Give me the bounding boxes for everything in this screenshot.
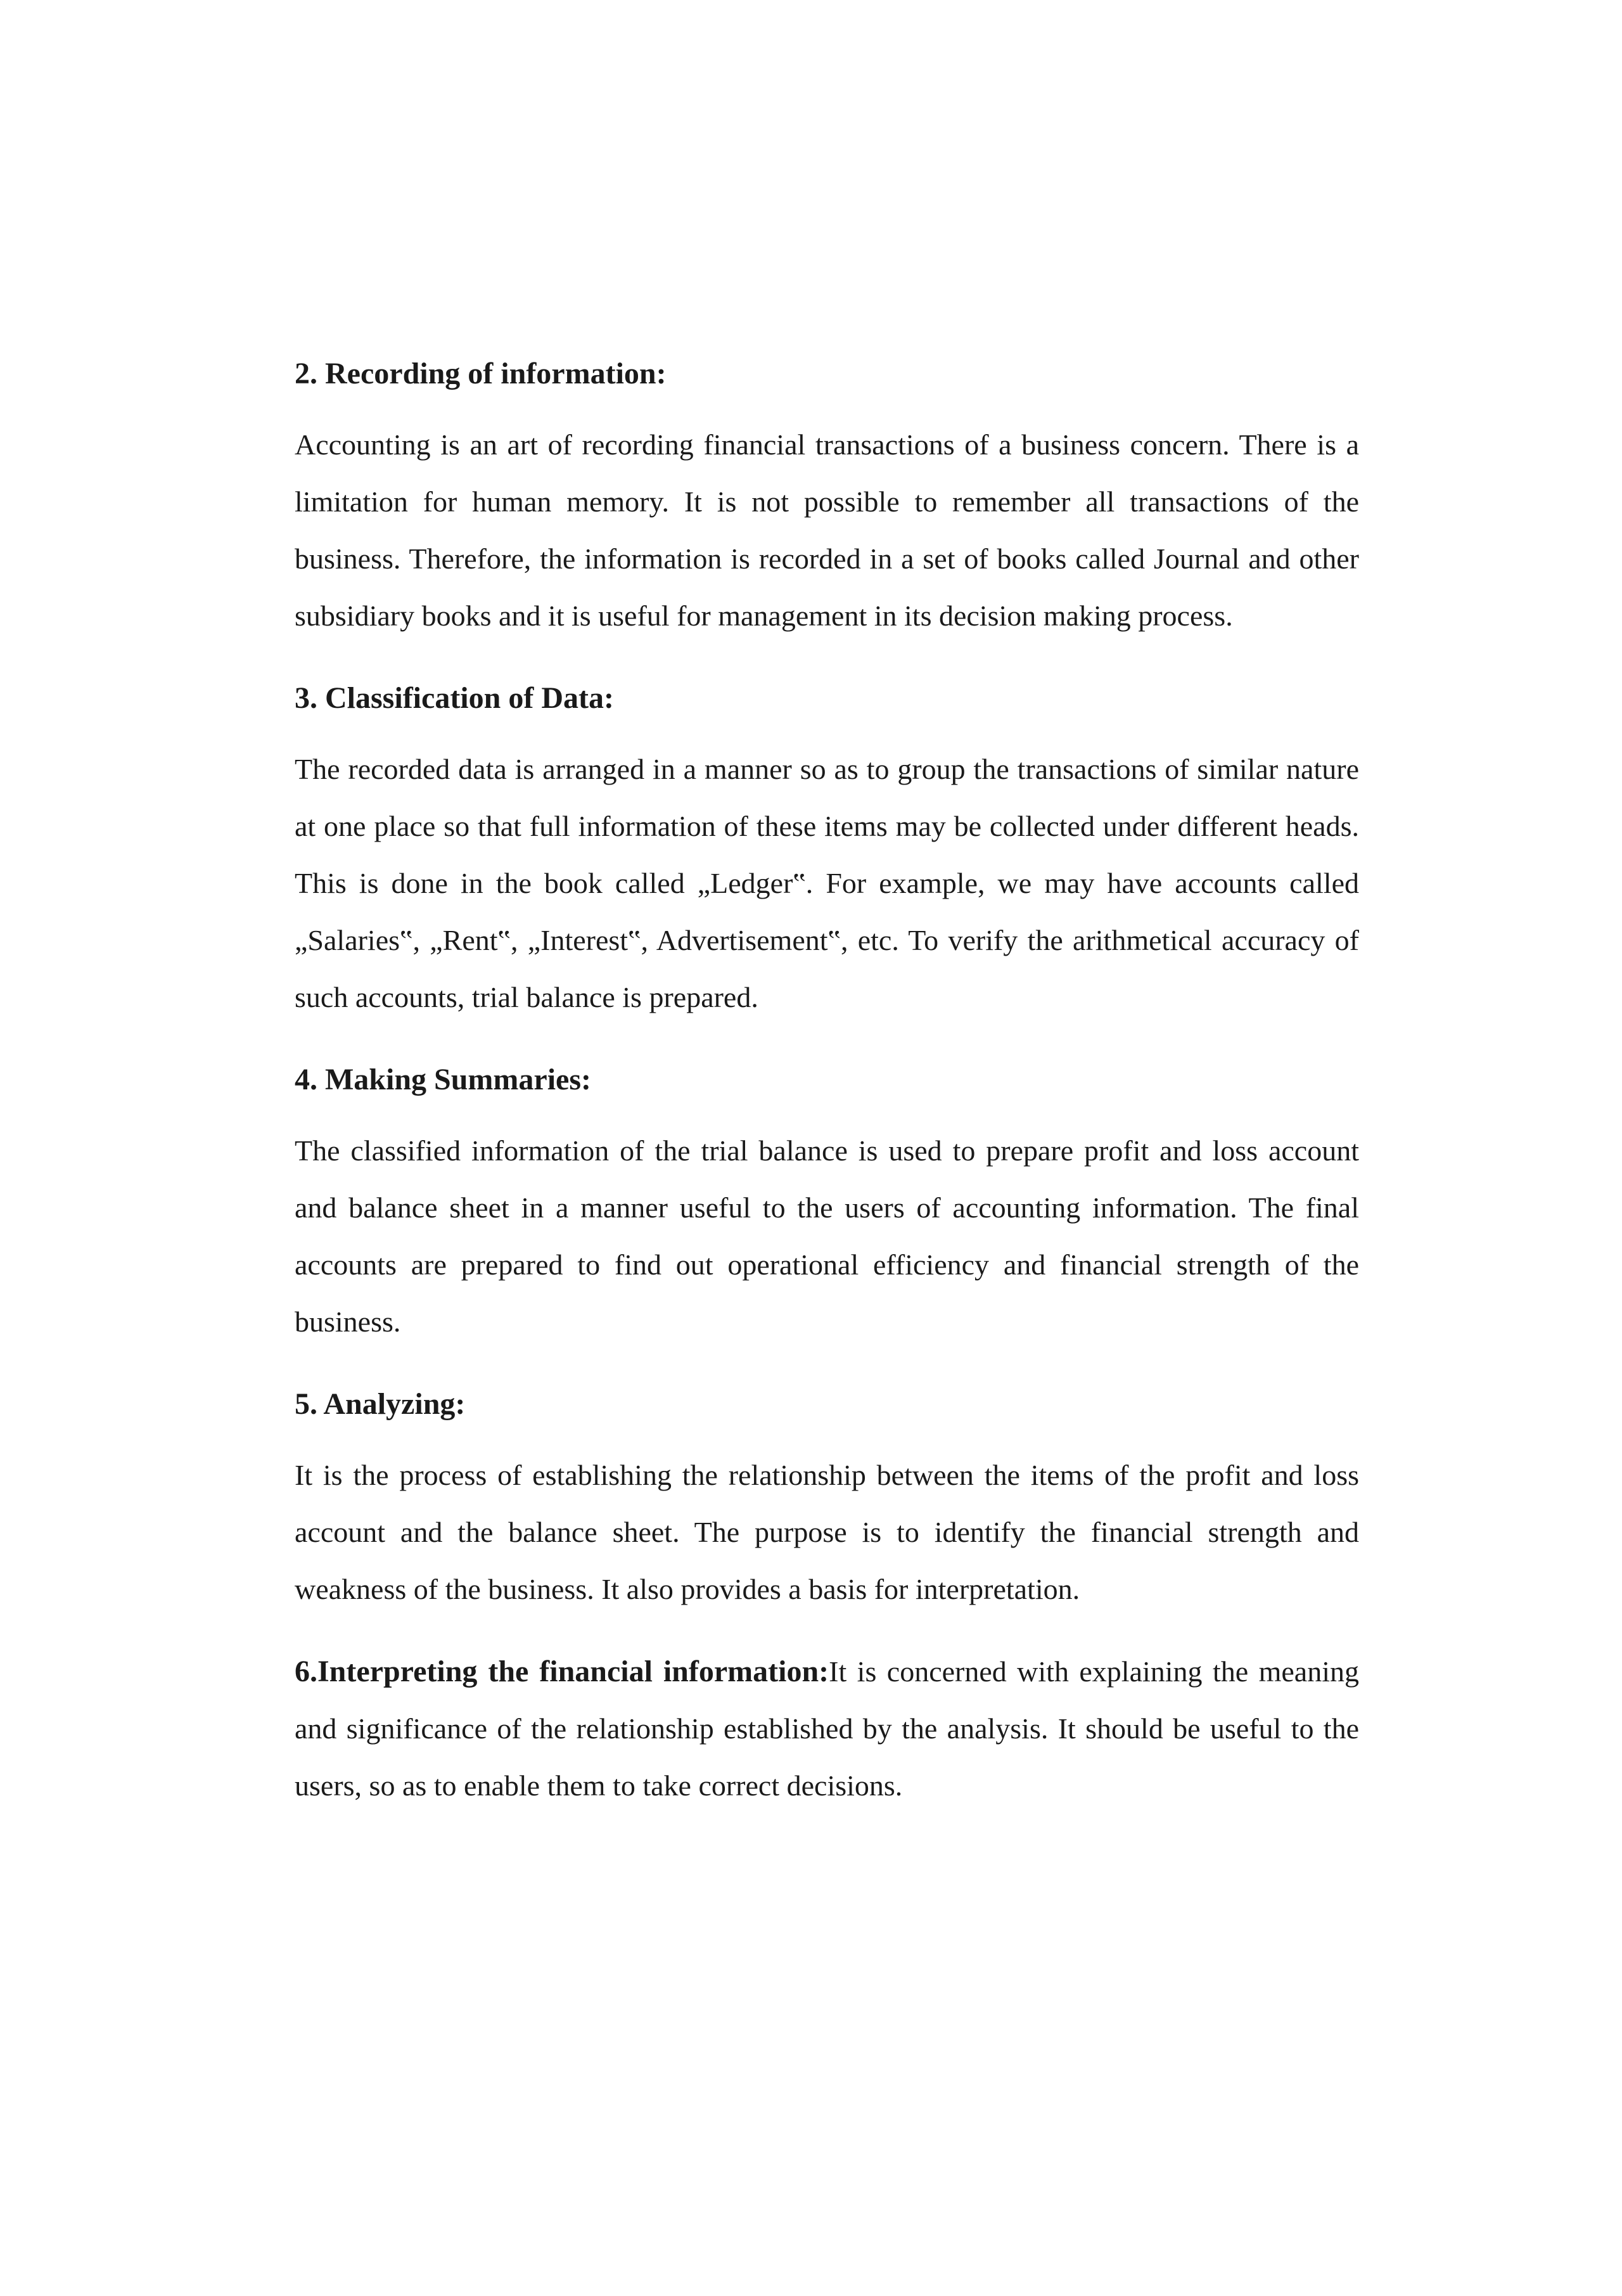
section-body-classification: The recorded data is arranged in a manner so as to group the transactions of similar nature at one place so that full information of these items may be collected under different heads. This is done in the book called „Ledger‟. For example, we may have accounts called „Salaries‟, „Rent‟, „Interest‟, Advertisement‟, etc. To verify the arithmetical accuracy of such accounts, trial balance is prepared. xyxy=(295,753,1359,1013)
section-body-recording: Accounting is an art of recording financial transactions of a business concern. There is a limitation for human memory. It is not possible to remember all transactions of the business. Therefore, the information is recorded in a set of books called Journal and other subsidiary books and it is useful for management in its decision making process. xyxy=(295,428,1359,632)
section-heading-summaries: 4. Making Summaries: xyxy=(295,1063,591,1096)
section-interpreting xyxy=(295,1643,1359,1814)
section-heading-classification: 3. Classification of Data: xyxy=(295,681,614,715)
section-heading-analyzing: 5. Analyzing: xyxy=(295,1387,466,1421)
section-heading-recording: 2. Recording of information: xyxy=(295,357,667,390)
section-body-interpreting: It is concerned with explaining the meaning and significance of the relationship established by the analysis. It should be useful to the users, so as to enable them to take correct decisions. xyxy=(295,1655,1359,1802)
section-heading-interpreting: 6.Interpreting the financial information: xyxy=(295,1655,829,1688)
document-page xyxy=(295,345,1359,1840)
section-body-summaries: The classified information of the trial balance is used to prepare profit and loss account and balance sheet in a manner useful to the users of accounting information. The final accounts are prepared to find out operational efficiency and financial strength of the business. xyxy=(295,1134,1359,1338)
section-body-analyzing: It is the process of establishing the relationship between the items of the profit and loss account and the balance sheet. The purpose is to identify the financial strength and weakness of the business. It also provides a basis for interpretation. xyxy=(295,1459,1359,1605)
